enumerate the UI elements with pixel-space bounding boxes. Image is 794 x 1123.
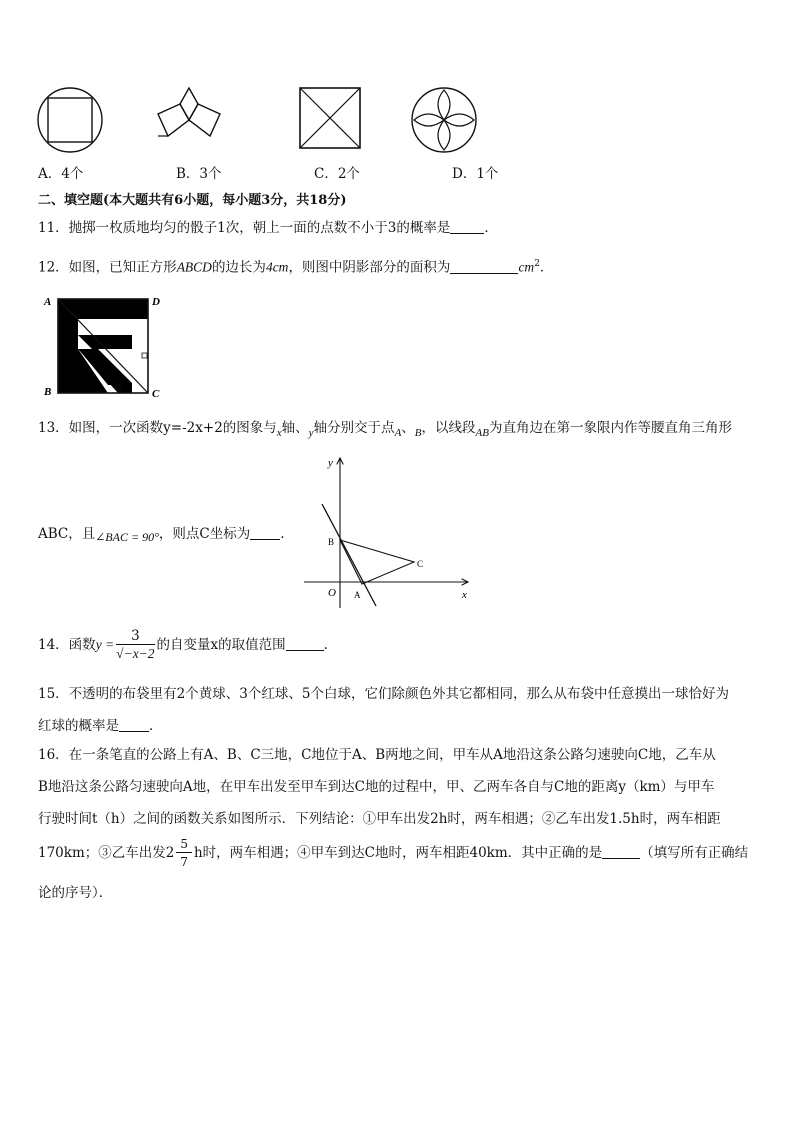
q13-sep: 、 xyxy=(401,420,415,436)
q12-end: ． xyxy=(539,259,554,276)
fig13-label-b: B xyxy=(328,537,335,547)
q13-end: . xyxy=(280,526,285,542)
q14-end: . xyxy=(323,637,328,653)
q16-answer-blank[interactable] xyxy=(602,844,640,859)
option-d: D．1个 xyxy=(452,166,499,182)
figure-shaded-square xyxy=(40,293,168,399)
question-13-line1 xyxy=(38,418,732,443)
fig12-label-a: A xyxy=(44,296,52,308)
q14-denominator: √−x−2 xyxy=(116,646,155,661)
q12-pre: 12．如图，已知正方形 xyxy=(38,259,177,276)
q11-end: ． xyxy=(484,220,498,236)
q14-numerator: 3 xyxy=(116,628,154,645)
q16-l4pre: 170km；③乙车出发2 xyxy=(38,845,175,861)
question-16-line5: 论的序号）． xyxy=(38,885,113,901)
fig12-label-d: D xyxy=(152,296,160,308)
q16-l4end: （填写所有正确结 xyxy=(640,845,749,861)
q13-y: y xyxy=(308,427,314,439)
figure-square-diagonals xyxy=(298,86,362,150)
q16-l4post: h时，两车相遇；④甲车到达C地时，两车相距40km．其中正确的是 xyxy=(193,845,603,861)
figure-circle-square xyxy=(36,86,104,154)
option-c: C．2个 xyxy=(314,166,360,182)
fig13-label-o: O xyxy=(328,587,336,599)
q11-answer-blank[interactable] xyxy=(450,219,484,234)
q12-abcd: ABCD xyxy=(176,259,212,275)
q14-pre: 14．函数 xyxy=(38,637,96,653)
q13-l2pre: ABC，且 xyxy=(38,526,96,542)
question-11 xyxy=(38,218,498,238)
q13-x: x xyxy=(276,427,282,439)
question-12 xyxy=(38,254,553,278)
q14-answer-blank[interactable] xyxy=(286,636,324,651)
q12-mid: 的边长为 xyxy=(211,259,266,276)
q16-frac-denominator: 7 xyxy=(180,855,188,869)
q13-pre: 13．如图，一次函数y=-2x+2的图象与 xyxy=(38,420,277,436)
fig13-label-c: C xyxy=(417,559,424,569)
q13-t1: 轴、 xyxy=(281,420,309,436)
question-16-line1: 16．在一条笔直的公路上有A、B、C三地，C地位于A、B两地之间，甲车从A地沿这条公路匀速驶向C地，乙车从 xyxy=(38,747,716,763)
q12-length: 4cm xyxy=(265,259,289,275)
q15-end: ． xyxy=(149,718,163,734)
fig13-label-a: A xyxy=(354,590,361,600)
question-16-line3: 行驶时间t（h）之间的函数关系如图所示．下列结论：①甲车出发2h时，两车相遇；②乙车出发1.5h时，两车相距 xyxy=(38,811,721,827)
figure-circle-petals xyxy=(410,86,478,154)
q16-fraction xyxy=(176,836,192,871)
question-13-line2 xyxy=(38,524,285,547)
q12-exponent: 2 xyxy=(534,259,540,269)
question-16-line4 xyxy=(38,836,748,871)
question-15-line2 xyxy=(38,716,163,736)
fig13-label-x: x xyxy=(462,589,467,601)
question-16-line2: B地沿这条公路匀速驶向A地，在甲车出发至甲车到达C地的过程中，甲、乙两车各自与C地的距离y（km）与甲车 xyxy=(38,779,715,795)
q13-t2: 轴分别交于点 xyxy=(313,420,395,436)
fig13-label-y: y xyxy=(328,457,333,469)
q13-angle: ∠BAC = 90° xyxy=(95,530,159,544)
fig12-label-b: B xyxy=(44,386,52,398)
q14-fraction xyxy=(116,628,154,663)
q13-ab: AB xyxy=(475,427,489,439)
question-14 xyxy=(38,628,328,663)
q13-a: A xyxy=(394,427,402,439)
q11-text: 11．抛掷一枚质地均匀的骰子1次，朝上一面的点数不小于3的概率是 xyxy=(38,220,451,236)
q13-t3: ，以线段 xyxy=(421,420,476,436)
question-15-line1: 15．不透明的布袋里有2个黄球、3个红球、5个白球，它们除颜色外其它都相同，那么从布袋中任意摸出一球恰好为 xyxy=(38,686,729,702)
q13-b: B xyxy=(414,427,422,439)
q12-unit: cm xyxy=(518,259,535,275)
q14-yeq: y = xyxy=(95,637,115,652)
q15-line2: 红球的概率是 xyxy=(38,718,119,734)
q12-answer-blank[interactable] xyxy=(450,259,518,274)
q13-answer-blank[interactable] xyxy=(250,525,280,540)
fig12-label-c: C xyxy=(152,388,160,399)
figure-three-rhombus xyxy=(154,86,224,152)
q12-post: ，则图中阴影部分的面积为 xyxy=(288,259,451,276)
figure-coordinate-triangle xyxy=(300,452,480,610)
q16-frac-numerator: 5 xyxy=(176,836,192,853)
q14-post: 的自变量x的取值范围 xyxy=(156,637,286,653)
q13-l2post: ，则点C坐标为 xyxy=(158,526,251,542)
q15-answer-blank[interactable] xyxy=(119,717,149,732)
q13-t4: 为直角边在第一象限内作等腰直角三角形 xyxy=(488,420,732,436)
option-a: A．4个 xyxy=(38,166,84,182)
option-b: B．3个 xyxy=(176,166,222,182)
section-heading: 二、填空题(本大题共有6小题，每小题3分，共18分) xyxy=(38,193,347,208)
